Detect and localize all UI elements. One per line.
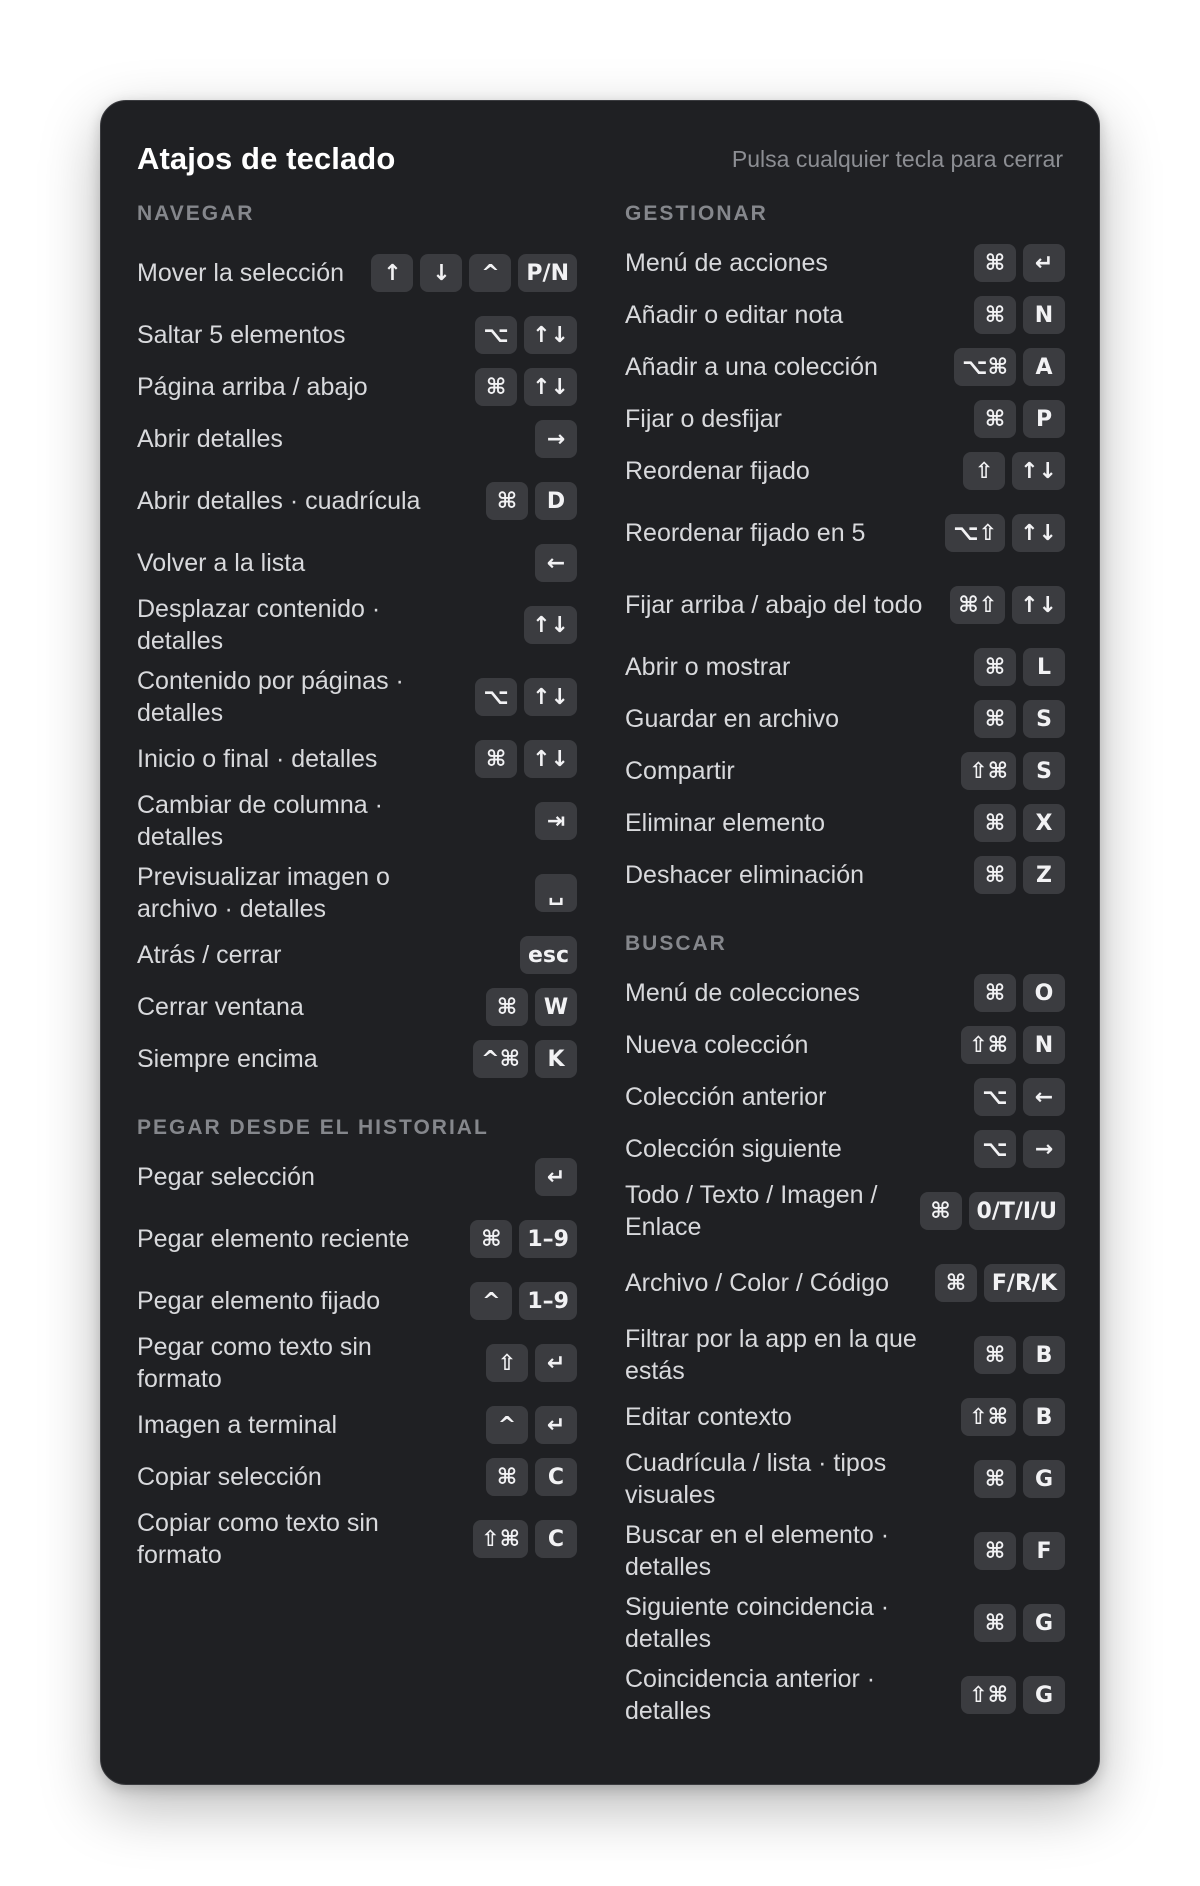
keycap: ↵ <box>535 1158 577 1196</box>
keycap: L <box>1023 648 1065 686</box>
shortcut-keys <box>535 1158 577 1196</box>
shortcut-label: Volver a la lista <box>137 549 306 577</box>
shortcut-row <box>625 749 1065 793</box>
shortcut-label: Copiar como texto sin formato <box>137 1509 379 1569</box>
keycap: G <box>1023 1460 1065 1498</box>
keycap: ↵ <box>1023 244 1065 282</box>
shortcut-row <box>137 737 577 781</box>
keycap: N <box>1023 296 1065 334</box>
shortcut-row <box>137 1279 577 1323</box>
keycap: ⇧ <box>486 1344 528 1382</box>
shortcut-row <box>137 365 577 409</box>
keycap: ⌘ <box>974 296 1016 334</box>
shortcut-keys <box>475 678 577 716</box>
keycap: ⌘ <box>475 740 517 778</box>
shortcut-row <box>137 1455 577 1499</box>
shortcut-keys <box>954 348 1065 386</box>
keycap: B <box>1023 1398 1065 1436</box>
shortcut-keys <box>974 296 1065 334</box>
keycap: G <box>1023 1604 1065 1642</box>
keycap: ⇥ <box>535 802 577 840</box>
keycap: → <box>1023 1130 1065 1168</box>
shortcut-label: Pegar elemento fijado <box>137 1287 381 1315</box>
shortcut-keys <box>974 1532 1065 1570</box>
right-column <box>625 201 1065 1735</box>
keycap: ↑↓ <box>524 740 577 778</box>
shortcut-keys <box>535 544 577 582</box>
shortcut-label: Atrás / cerrar <box>137 941 282 969</box>
shortcut-label: Pegar selección <box>137 1163 315 1191</box>
shortcut-section <box>137 201 577 1081</box>
shortcut-keys <box>935 1264 1065 1302</box>
shortcut-label: Abrir detalles <box>137 425 283 453</box>
keycap: W <box>535 988 577 1026</box>
keycap: K <box>535 1040 577 1078</box>
keycap: ⌥ <box>475 678 517 716</box>
shortcut-keys <box>486 1406 577 1444</box>
keycap: ⌘ <box>974 804 1016 842</box>
keycap: G <box>1023 1676 1065 1714</box>
shortcut-row <box>137 241 577 305</box>
shortcut-row <box>137 1207 577 1271</box>
keycap: ↵ <box>535 1344 577 1382</box>
shortcut-section <box>625 201 1065 897</box>
keycap: ⌘ <box>974 1336 1016 1374</box>
shortcut-row <box>625 1323 1065 1387</box>
keycap: ← <box>535 544 577 582</box>
shortcut-row <box>625 1395 1065 1439</box>
shortcut-keys <box>961 1026 1065 1064</box>
shortcut-label: Deshacer eliminación <box>625 861 865 889</box>
shortcut-row <box>625 697 1065 741</box>
shortcut-keys <box>950 586 1065 624</box>
keycap: C <box>535 1458 577 1496</box>
shortcut-keys <box>961 1676 1065 1714</box>
shortcut-row <box>625 397 1065 441</box>
shortcut-row <box>137 417 577 461</box>
shortcut-label: Colección anterior <box>625 1083 827 1111</box>
keycap: ⌘ <box>935 1264 977 1302</box>
shortcut-keys <box>475 740 577 778</box>
shortcut-label: Imagen a terminal <box>137 1411 338 1439</box>
shortcut-label: Cuadrícula / lista · tipos visuales <box>625 1449 887 1509</box>
shortcut-row <box>137 665 577 729</box>
shortcut-keys <box>470 1220 577 1258</box>
shortcut-keys <box>974 700 1065 738</box>
keyboard-shortcuts-panel <box>100 100 1100 1785</box>
keycap: F <box>1023 1532 1065 1570</box>
shortcut-label: Buscar en el elemento · detalles <box>625 1521 890 1581</box>
shortcut-label: Contenido por páginas · detalles <box>137 667 404 727</box>
shortcut-label: Siguiente coincidencia · detalles <box>625 1593 890 1653</box>
keycap: ⌘ <box>974 1604 1016 1642</box>
shortcut-keys <box>473 1520 577 1558</box>
keycap: ⌘ <box>974 244 1016 282</box>
keycap: ↑↓ <box>1012 514 1065 552</box>
keycap: S <box>1023 752 1065 790</box>
shortcut-label: Abrir detalles · cuadrícula <box>137 487 421 515</box>
keycap: O <box>1023 974 1065 1012</box>
shortcut-keys <box>961 1398 1065 1436</box>
shortcut-label: Copiar selección <box>137 1463 322 1491</box>
shortcut-label: Siempre encima <box>137 1045 318 1073</box>
shortcut-label: Añadir o editar nota <box>625 301 844 329</box>
keycap: ⌥ <box>974 1130 1016 1168</box>
shortcut-label: Nueva colección <box>625 1031 809 1059</box>
shortcut-row <box>625 293 1065 337</box>
keycap: X <box>1023 804 1065 842</box>
keycap: ⌘ <box>475 368 517 406</box>
keycap: ⇧⌘ <box>961 1676 1016 1714</box>
shortcut-row <box>137 313 577 357</box>
shortcut-keys <box>974 400 1065 438</box>
shortcut-label: Saltar 5 elementos <box>137 321 346 349</box>
shortcut-row <box>625 449 1065 493</box>
shortcut-row <box>625 1663 1065 1727</box>
shortcut-label: Previsualizar imagen o archivo · detalles <box>137 863 390 923</box>
shortcut-keys <box>371 254 577 292</box>
keycap: ⌥⌘ <box>954 348 1016 386</box>
shortcut-label: Inicio o final · detalles <box>137 745 378 773</box>
shortcut-keys <box>974 804 1065 842</box>
section-title: PEGAR DESDE EL HISTORIAL <box>137 1116 489 1139</box>
keycap: N <box>1023 1026 1065 1064</box>
keycap: ⇧ <box>963 452 1005 490</box>
shortcut-label: Reordenar fijado en 5 <box>625 519 866 547</box>
keycap: ⌘ <box>486 1458 528 1496</box>
shortcut-row <box>625 241 1065 285</box>
shortcut-row <box>137 593 577 657</box>
keycap: ^ <box>486 1406 528 1444</box>
left-column <box>137 201 577 1579</box>
shortcut-row <box>625 573 1065 637</box>
keycap: ↑↓ <box>524 678 577 716</box>
keycap: ⌘ <box>974 648 1016 686</box>
keycap: ⌘ <box>486 988 528 1026</box>
shortcut-row <box>625 345 1065 389</box>
keycap: ⌥⇧ <box>945 514 1005 552</box>
shortcut-keys <box>470 1282 577 1320</box>
shortcut-row <box>137 1155 577 1199</box>
shortcut-label: Desplazar contenido · detalles <box>137 595 381 655</box>
keycap: C <box>535 1520 577 1558</box>
shortcut-label: Menú de colecciones <box>625 979 860 1007</box>
shortcut-keys <box>535 874 577 912</box>
keycap: ^ <box>470 1282 512 1320</box>
keycap: B <box>1023 1336 1065 1374</box>
shortcut-keys <box>520 936 577 974</box>
keycap: ⇧⌘ <box>961 1398 1016 1436</box>
keycap: 0/T/I/U <box>969 1192 1065 1230</box>
keycap: S <box>1023 700 1065 738</box>
shortcut-keys <box>961 752 1065 790</box>
keycap: 1–9 <box>519 1282 577 1320</box>
shortcut-keys <box>486 482 577 520</box>
shortcut-label: Página arriba / abajo <box>137 373 368 401</box>
keycap: ↑↓ <box>524 316 577 354</box>
shortcut-keys <box>974 1078 1065 1116</box>
close-hint: Pulsa cualquier tecla para cerrar <box>731 145 1063 172</box>
shortcut-section <box>137 1115 577 1571</box>
keycap: ↑↓ <box>1012 586 1065 624</box>
keycap: ↑ <box>371 254 413 292</box>
shortcut-row <box>625 1023 1065 1067</box>
shortcut-row <box>625 853 1065 897</box>
keycap: ⌘ <box>974 400 1016 438</box>
shortcut-keys <box>486 988 577 1026</box>
shortcut-keys <box>486 1344 577 1382</box>
keycap: ↵ <box>535 1406 577 1444</box>
shortcut-section <box>625 931 1065 1727</box>
shortcut-keys <box>945 514 1065 552</box>
shortcut-keys <box>974 1604 1065 1642</box>
shortcut-keys <box>920 1192 1065 1230</box>
shortcut-label: Coincidencia anterior · detalles <box>625 1665 876 1725</box>
shortcut-keys <box>473 1040 577 1078</box>
keycap: ^ <box>469 254 511 292</box>
keycap: ⌘ <box>470 1220 512 1258</box>
shortcut-row <box>137 985 577 1029</box>
shortcut-keys <box>974 1336 1065 1374</box>
shortcut-label: Filtrar por la app en la que estás <box>625 1325 917 1385</box>
shortcut-row <box>137 1403 577 1447</box>
shortcut-row <box>137 1507 577 1571</box>
shortcut-label: Menú de acciones <box>625 249 828 277</box>
shortcut-keys <box>475 368 577 406</box>
shortcut-label: Colección siguiente <box>625 1135 842 1163</box>
shortcut-label: Mover la selección <box>137 259 345 287</box>
shortcut-row <box>625 971 1065 1015</box>
shortcut-row <box>137 1331 577 1395</box>
shortcut-row <box>137 469 577 533</box>
keycap: esc <box>520 936 577 974</box>
shortcut-label: Añadir a una colección <box>625 353 878 381</box>
shortcut-row <box>625 1591 1065 1655</box>
shortcut-row <box>137 861 577 925</box>
keycap: ⌥ <box>475 316 517 354</box>
keycap: ↑↓ <box>1012 452 1065 490</box>
keycap: ⌘ <box>974 700 1016 738</box>
shortcut-row <box>137 541 577 585</box>
shortcut-row <box>625 1075 1065 1119</box>
section-title: GESTIONAR <box>625 202 768 225</box>
shortcut-label: Pegar como texto sin formato <box>137 1333 372 1393</box>
shortcut-label: Fijar o desfijar <box>625 405 782 433</box>
shortcut-row <box>625 1179 1065 1243</box>
shortcut-label: Abrir o mostrar <box>625 653 791 681</box>
shortcut-row <box>625 501 1065 565</box>
shortcut-label: Todo / Texto / Imagen / Enlace <box>625 1181 878 1241</box>
keycap: ⇧⌘ <box>961 752 1016 790</box>
keycap: ⌘ <box>974 1532 1016 1570</box>
keycap: ^⌘ <box>473 1040 528 1078</box>
shortcut-label: Editar contexto <box>625 1403 792 1431</box>
shortcut-keys <box>974 856 1065 894</box>
shortcut-label: Cambiar de columna · detalles <box>137 791 383 851</box>
shortcut-row <box>137 1037 577 1081</box>
keycap: ⌘ <box>974 1460 1016 1498</box>
shortcut-keys <box>535 802 577 840</box>
shortcut-keys <box>974 1460 1065 1498</box>
shortcut-row <box>625 1251 1065 1315</box>
shortcut-label: Fijar arriba / abajo del todo <box>625 591 923 619</box>
shortcut-keys <box>974 1130 1065 1168</box>
shortcut-label: Reordenar fijado <box>625 457 810 485</box>
keycap: P/N <box>518 254 577 292</box>
keycap: ⌘ <box>486 482 528 520</box>
keycap: F/R/K <box>984 1264 1065 1302</box>
shortcut-label: Archivo / Color / Código <box>625 1269 890 1297</box>
shortcut-label: Eliminar elemento <box>625 809 826 837</box>
keycap: ⇧⌘ <box>473 1520 528 1558</box>
section-title: NAVEGAR <box>137 202 255 225</box>
keycap: P <box>1023 400 1065 438</box>
shortcut-keys <box>974 244 1065 282</box>
shortcut-keys <box>535 420 577 458</box>
shortcut-label: Guardar en archivo <box>625 705 840 733</box>
keycap: ← <box>1023 1078 1065 1116</box>
keycap: ↑↓ <box>524 368 577 406</box>
shortcut-row <box>137 933 577 977</box>
shortcut-row <box>625 1447 1065 1511</box>
keycap: ⌘ <box>920 1192 962 1230</box>
shortcut-label: Cerrar ventana <box>137 993 304 1021</box>
keycap: ⌘ <box>974 856 1016 894</box>
shortcut-row <box>625 1127 1065 1171</box>
keycap: 1–9 <box>519 1220 577 1258</box>
keycap: A <box>1023 348 1065 386</box>
keycap: Z <box>1023 856 1065 894</box>
shortcut-keys <box>974 648 1065 686</box>
keycap: ↓ <box>420 254 462 292</box>
keycap: ↑↓ <box>524 606 577 644</box>
keycap: ⌘⇧ <box>950 586 1005 624</box>
keycap: D <box>535 482 577 520</box>
keycap: ⇧⌘ <box>961 1026 1016 1064</box>
shortcut-keys <box>963 452 1065 490</box>
shortcut-label: Pegar elemento reciente <box>137 1225 410 1253</box>
shortcut-label: Compartir <box>625 757 735 785</box>
shortcut-row <box>137 789 577 853</box>
panel-title: Atajos de teclado <box>137 141 396 176</box>
keycap: → <box>535 420 577 458</box>
panel-header <box>137 137 1063 181</box>
shortcut-keys <box>486 1458 577 1496</box>
section-title: BUSCAR <box>625 932 727 955</box>
keycap: ␣ <box>535 874 577 912</box>
shortcut-keys <box>475 316 577 354</box>
shortcut-row <box>625 801 1065 845</box>
shortcut-keys <box>974 974 1065 1012</box>
shortcut-keys <box>524 606 577 644</box>
keycap: ⌘ <box>974 974 1016 1012</box>
shortcut-row <box>625 1519 1065 1583</box>
shortcut-row <box>625 645 1065 689</box>
keycap: ⌥ <box>974 1078 1016 1116</box>
